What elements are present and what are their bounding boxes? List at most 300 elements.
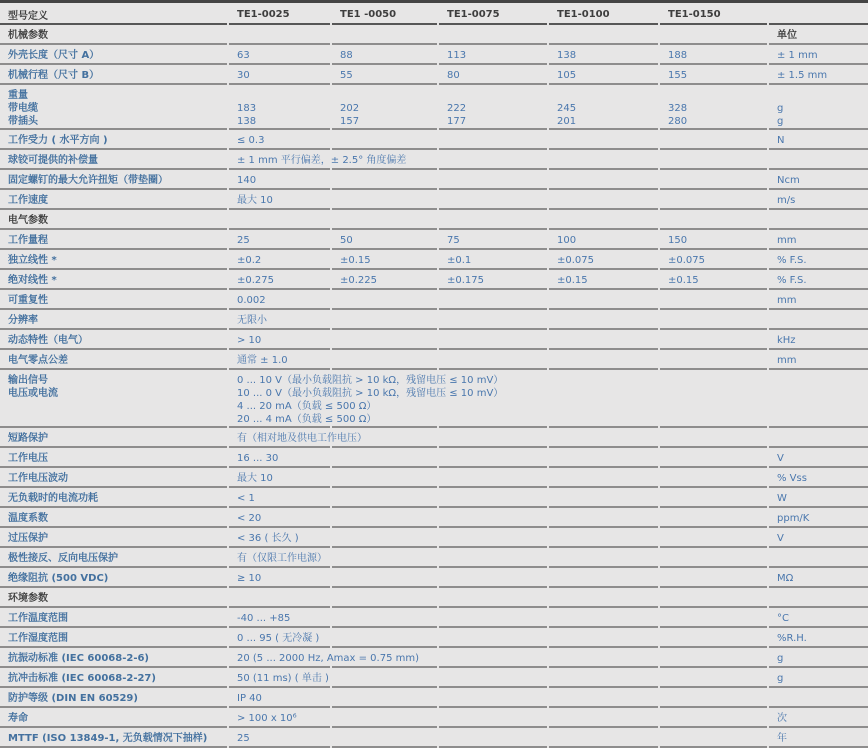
unit-cell — [769, 708, 868, 728]
unit-lines — [777, 174, 800, 187]
label-lines — [8, 69, 99, 82]
value-text: 80 — [447, 69, 460, 81]
value-text: 有（仅限工作电源） — [237, 552, 327, 564]
label-lines — [8, 374, 227, 400]
label-lines — [8, 732, 207, 745]
unit-cell — [769, 170, 868, 190]
table-row — [0, 648, 868, 668]
unit-cell — [769, 688, 868, 708]
table-row — [0, 528, 868, 548]
section-title-cell — [0, 210, 227, 230]
unit-lines — [777, 612, 789, 625]
value-text: 25 — [237, 732, 250, 744]
unit-cell — [769, 648, 868, 668]
param-label: 电气零点公差 — [8, 354, 68, 366]
value-cell — [660, 528, 767, 548]
value-cell — [229, 25, 330, 45]
value-text: 55 — [340, 69, 353, 81]
unit-cell — [769, 488, 868, 508]
column-value — [557, 49, 576, 62]
value-text: 通常 ± 1.0 — [237, 354, 288, 366]
value-text: > 100 x 10⁶ — [237, 712, 297, 724]
value-text: 16 ... 30 — [237, 452, 279, 464]
label-lines — [8, 512, 48, 525]
label-lines — [8, 214, 48, 227]
column-value — [668, 49, 687, 62]
value-cell — [439, 130, 547, 150]
unit-lines — [777, 472, 807, 485]
value-text: > 10 — [237, 334, 262, 346]
value-cell — [549, 250, 658, 270]
label-lines — [8, 712, 28, 725]
column-value — [668, 254, 705, 267]
unit-cell — [769, 350, 868, 370]
unit-cell — [769, 628, 868, 648]
value-text: 177 — [447, 116, 467, 127]
span-value — [237, 294, 266, 307]
value-cell — [660, 25, 767, 45]
value-cell — [660, 150, 767, 170]
label-lines — [8, 334, 88, 347]
value-cell — [549, 150, 658, 170]
column-value — [668, 234, 687, 247]
value-cell — [549, 548, 658, 568]
param-label-cell — [0, 448, 227, 468]
value-cell — [332, 448, 437, 468]
column-value — [237, 89, 330, 128]
value-text: 20 (5 ... 2000 Hz, Amax = 0.75 mm) — [237, 652, 420, 664]
value-cell — [549, 350, 658, 370]
unit-text: m/s — [777, 194, 796, 206]
value-cell — [439, 468, 547, 488]
param-label: 动态特性（电气） — [8, 334, 88, 346]
value-cell — [229, 668, 330, 688]
value-text: 63 — [237, 49, 250, 61]
value-cell — [660, 568, 767, 588]
value-cell — [549, 45, 658, 65]
value-cell — [229, 628, 330, 648]
model-definition-label: 型号定义 — [8, 10, 48, 22]
value-text: 50 — [340, 234, 353, 246]
table-header-row — [0, 3, 868, 25]
value-cell — [660, 65, 767, 85]
unit-lines — [777, 294, 796, 307]
value-text: 0.002 — [237, 294, 266, 306]
unit-text: MΩ — [777, 572, 794, 584]
value-cell — [439, 25, 547, 45]
value-cell — [549, 648, 658, 668]
param-label-cell — [0, 65, 227, 85]
value-cell — [549, 468, 658, 488]
column-value — [557, 274, 588, 287]
value-cell — [549, 488, 658, 508]
value-cell — [332, 85, 437, 130]
value-cell — [229, 370, 504, 428]
model-definition-header-cell — [0, 3, 227, 25]
unit-cell — [769, 568, 868, 588]
param-label: 工作受力 ( 水平方向 ) — [8, 134, 108, 146]
value-text: 138 — [557, 49, 577, 61]
value-cell — [229, 568, 330, 588]
value-text: 183 — [237, 103, 257, 114]
value-cell — [332, 45, 437, 65]
value-cell — [660, 290, 767, 310]
value-cell — [660, 370, 767, 428]
value-cell — [660, 210, 767, 230]
value-cell — [439, 568, 547, 588]
unit-lines — [777, 69, 827, 82]
unit-text: % Vss — [777, 472, 807, 484]
column-value — [557, 254, 594, 267]
value-text: ±0.225 — [340, 274, 378, 286]
value-cell — [549, 568, 658, 588]
value-cell — [549, 608, 658, 628]
value-cell — [549, 85, 658, 130]
value-text — [340, 89, 437, 102]
param-label-cell — [0, 270, 227, 290]
label-lines — [8, 692, 138, 705]
value-text: 188 — [668, 49, 688, 61]
table-row — [0, 85, 868, 130]
label-lines — [8, 49, 99, 62]
value-text: ±0.15 — [557, 274, 588, 286]
param-label-cell — [0, 428, 227, 448]
value-cell — [332, 608, 437, 628]
value-cell — [439, 608, 547, 628]
unit-column-title: 单位 — [777, 29, 797, 41]
unit-lines — [777, 194, 795, 207]
span-value — [237, 672, 329, 685]
value-cell — [332, 210, 437, 230]
value-cell — [229, 448, 330, 468]
unit-text: ppm/K — [777, 512, 810, 524]
value-cell — [229, 270, 330, 290]
value-cell — [439, 270, 547, 290]
value-text: < 36 ( 长久 ) — [237, 532, 299, 544]
model-column-header — [660, 3, 767, 25]
value-cell — [229, 130, 330, 150]
span-value — [237, 632, 319, 645]
column-value — [237, 69, 250, 82]
value-cell — [229, 528, 330, 548]
value-cell — [549, 508, 658, 528]
value-text: 0 ... 10 V（最小负载阻抗 > 10 kΩ，残留电压 ≤ 10 mV） — [237, 375, 504, 386]
unit-lines — [777, 254, 807, 267]
span-value — [237, 552, 327, 565]
model-column-header — [229, 3, 330, 25]
param-label: 工作量程 — [8, 234, 48, 246]
unit-lines — [777, 334, 796, 347]
param-label: MTTF (ISO 13849-1, 无负载情况下抽样) — [8, 732, 208, 744]
value-cell — [229, 230, 330, 250]
value-cell — [332, 468, 437, 488]
value-cell — [229, 85, 330, 130]
param-label-cell — [0, 488, 227, 508]
value-cell — [229, 468, 330, 488]
span-value — [237, 712, 297, 725]
value-cell — [332, 728, 437, 748]
param-label-cell — [0, 250, 227, 270]
param-label-cell — [0, 608, 227, 628]
value-text: 100 — [557, 234, 577, 246]
value-cell — [660, 508, 767, 528]
value-cell — [549, 428, 658, 448]
label-lines — [8, 532, 48, 545]
value-cell — [332, 290, 437, 310]
label-lines — [8, 89, 227, 128]
table-row — [0, 290, 868, 310]
unit-lines — [777, 134, 784, 147]
param-label: 防护等级 (DIN EN 60529) — [8, 692, 138, 704]
table-row — [0, 708, 868, 728]
value-cell — [229, 330, 330, 350]
param-label-cell — [0, 688, 227, 708]
value-cell — [332, 688, 437, 708]
column-value — [447, 69, 460, 82]
value-cell — [549, 290, 658, 310]
span-value — [237, 174, 256, 187]
value-text — [668, 89, 767, 102]
param-label-cell — [0, 290, 227, 310]
label-lines — [8, 294, 48, 307]
label-lines — [8, 274, 57, 287]
model-column-header — [332, 3, 437, 25]
param-label-cell — [0, 468, 227, 488]
label-lines — [8, 354, 68, 367]
value-cell — [439, 150, 547, 170]
unit-cell — [769, 528, 868, 548]
unit-lines — [777, 572, 793, 585]
value-cell — [549, 190, 658, 210]
param-label: 绝对线性 * — [8, 274, 57, 286]
unit-text: g — [777, 116, 784, 127]
value-cell — [660, 448, 767, 468]
value-cell — [229, 508, 330, 528]
span-value — [237, 432, 367, 445]
table-row — [0, 508, 868, 528]
value-text: ≤ 0.3 — [237, 134, 265, 146]
unit-cell — [769, 448, 868, 468]
value-text: ±0.1 — [447, 254, 472, 266]
value-cell — [332, 708, 437, 728]
value-text: 75 — [447, 234, 460, 246]
section-row — [0, 210, 868, 230]
value-cell — [229, 250, 330, 270]
unit-text: 次 — [777, 712, 787, 724]
value-text: 有（相对地及供电工作电压） — [237, 432, 367, 444]
value-cell — [549, 588, 658, 608]
param-label: 工作电压 — [8, 452, 48, 464]
unit-cell — [769, 130, 868, 150]
span-value — [237, 512, 261, 525]
value-cell — [229, 688, 330, 708]
unit-lines — [777, 532, 784, 545]
unit-text: mm — [777, 234, 797, 246]
param-label-cell — [0, 548, 227, 568]
value-text: 328 — [668, 103, 688, 114]
value-text: 222 — [447, 103, 467, 114]
value-cell — [549, 25, 658, 45]
table-row — [0, 428, 868, 448]
column-value — [668, 89, 767, 128]
value-cell — [229, 708, 330, 728]
span-value — [237, 532, 299, 545]
value-cell — [660, 728, 767, 748]
value-cell — [229, 648, 420, 668]
value-cell — [439, 548, 547, 568]
value-cell — [660, 648, 767, 668]
unit-text: mm — [777, 294, 797, 306]
unit-text — [777, 89, 868, 102]
value-text — [237, 89, 330, 102]
unit-cell — [769, 65, 868, 85]
value-text: ≥ 10 — [237, 572, 262, 584]
label-lines — [8, 134, 108, 147]
unit-cell — [769, 270, 868, 290]
span-value — [237, 652, 419, 665]
value-cell — [439, 668, 547, 688]
value-text — [557, 89, 658, 102]
value-text: ±0.175 — [447, 274, 485, 286]
section-row — [0, 588, 868, 608]
value-cell — [229, 728, 330, 748]
value-cell — [660, 170, 767, 190]
value-text: 202 — [340, 103, 360, 114]
model-column-header — [439, 3, 547, 25]
unit-lines — [777, 49, 818, 62]
value-cell — [439, 350, 547, 370]
span-value — [237, 154, 406, 167]
table-row — [0, 350, 868, 370]
param-label: 过压保护 — [8, 532, 48, 544]
param-label: 带插头 — [8, 116, 38, 127]
unit-text: °C — [777, 612, 789, 624]
param-label-cell — [0, 45, 227, 65]
value-cell — [439, 190, 547, 210]
value-cell — [660, 548, 767, 568]
unit-text: % F.S. — [777, 254, 807, 266]
value-cell — [229, 548, 330, 568]
value-cell — [332, 488, 437, 508]
column-value — [668, 69, 687, 82]
unit-cell — [769, 428, 868, 448]
value-text: ±0.275 — [237, 274, 275, 286]
value-text: 150 — [668, 234, 688, 246]
unit-cell — [769, 508, 868, 528]
value-cell — [439, 210, 547, 230]
unit-text: 年 — [777, 732, 787, 744]
param-label-cell — [0, 85, 227, 130]
value-cell — [549, 65, 658, 85]
value-cell — [549, 728, 658, 748]
value-text: 138 — [237, 116, 257, 127]
value-cell — [229, 350, 330, 370]
unit-lines — [777, 452, 784, 465]
table-body — [0, 25, 868, 748]
unit-text: Ncm — [777, 174, 800, 186]
value-cell — [439, 728, 547, 748]
table-row — [0, 190, 868, 210]
unit-text: g — [777, 652, 784, 664]
unit-lines — [777, 652, 783, 665]
value-cell — [660, 130, 767, 150]
unit-cell — [769, 310, 868, 330]
label-lines — [8, 572, 108, 585]
column-value — [447, 254, 471, 267]
section-title-cell — [0, 25, 227, 45]
unit-cell — [769, 588, 868, 608]
value-text: IP 40 — [237, 692, 262, 704]
unit-lines — [777, 89, 868, 128]
value-text: 无限小 — [237, 314, 267, 326]
table-row — [0, 65, 868, 85]
label-lines — [8, 452, 48, 465]
table-row — [0, 628, 868, 648]
value-text: -40 ... +85 — [237, 612, 291, 624]
column-value — [340, 234, 353, 247]
value-cell — [229, 170, 330, 190]
value-cell — [439, 230, 547, 250]
unit-text: V — [777, 532, 784, 544]
model-column-header — [549, 3, 658, 25]
param-label-cell — [0, 508, 227, 528]
unit-text: N — [777, 134, 785, 146]
value-cell — [332, 230, 437, 250]
column-value — [237, 49, 250, 62]
table-row — [0, 130, 868, 150]
table-row — [0, 568, 868, 588]
unit-text: g — [777, 103, 784, 114]
column-value — [340, 49, 353, 62]
value-cell — [332, 588, 437, 608]
column-value — [447, 89, 547, 128]
label-lines — [8, 652, 149, 665]
value-cell — [660, 628, 767, 648]
param-label-cell — [0, 170, 227, 190]
value-text: 最大 10 — [237, 194, 273, 206]
column-value — [340, 69, 353, 82]
param-label: 外壳长度（尺寸 A） — [8, 49, 100, 61]
param-label-cell — [0, 648, 227, 668]
value-cell — [660, 310, 767, 330]
value-cell — [332, 330, 437, 350]
param-label: 输出信号 — [8, 375, 48, 386]
value-text: 245 — [557, 103, 577, 114]
span-value — [237, 452, 278, 465]
value-text: 105 — [557, 69, 577, 81]
param-label-cell — [0, 628, 227, 648]
value-cell — [660, 85, 767, 130]
value-cell — [439, 528, 547, 548]
value-cell — [332, 65, 437, 85]
column-value — [237, 234, 250, 247]
param-label: 机械行程（尺寸 B） — [8, 69, 100, 81]
label-lines — [8, 632, 68, 645]
value-cell — [439, 330, 547, 350]
value-cell — [439, 65, 547, 85]
param-label: 工作速度 — [8, 194, 48, 206]
span-value — [237, 354, 288, 367]
value-text: 140 — [237, 174, 257, 186]
table-row — [0, 370, 868, 428]
value-cell — [332, 350, 437, 370]
param-label-cell — [0, 528, 227, 548]
span-value — [237, 134, 264, 147]
unit-column-header-cell — [769, 3, 868, 25]
value-cell — [229, 488, 330, 508]
value-text: < 20 — [237, 512, 262, 524]
unit-cell — [769, 290, 868, 310]
